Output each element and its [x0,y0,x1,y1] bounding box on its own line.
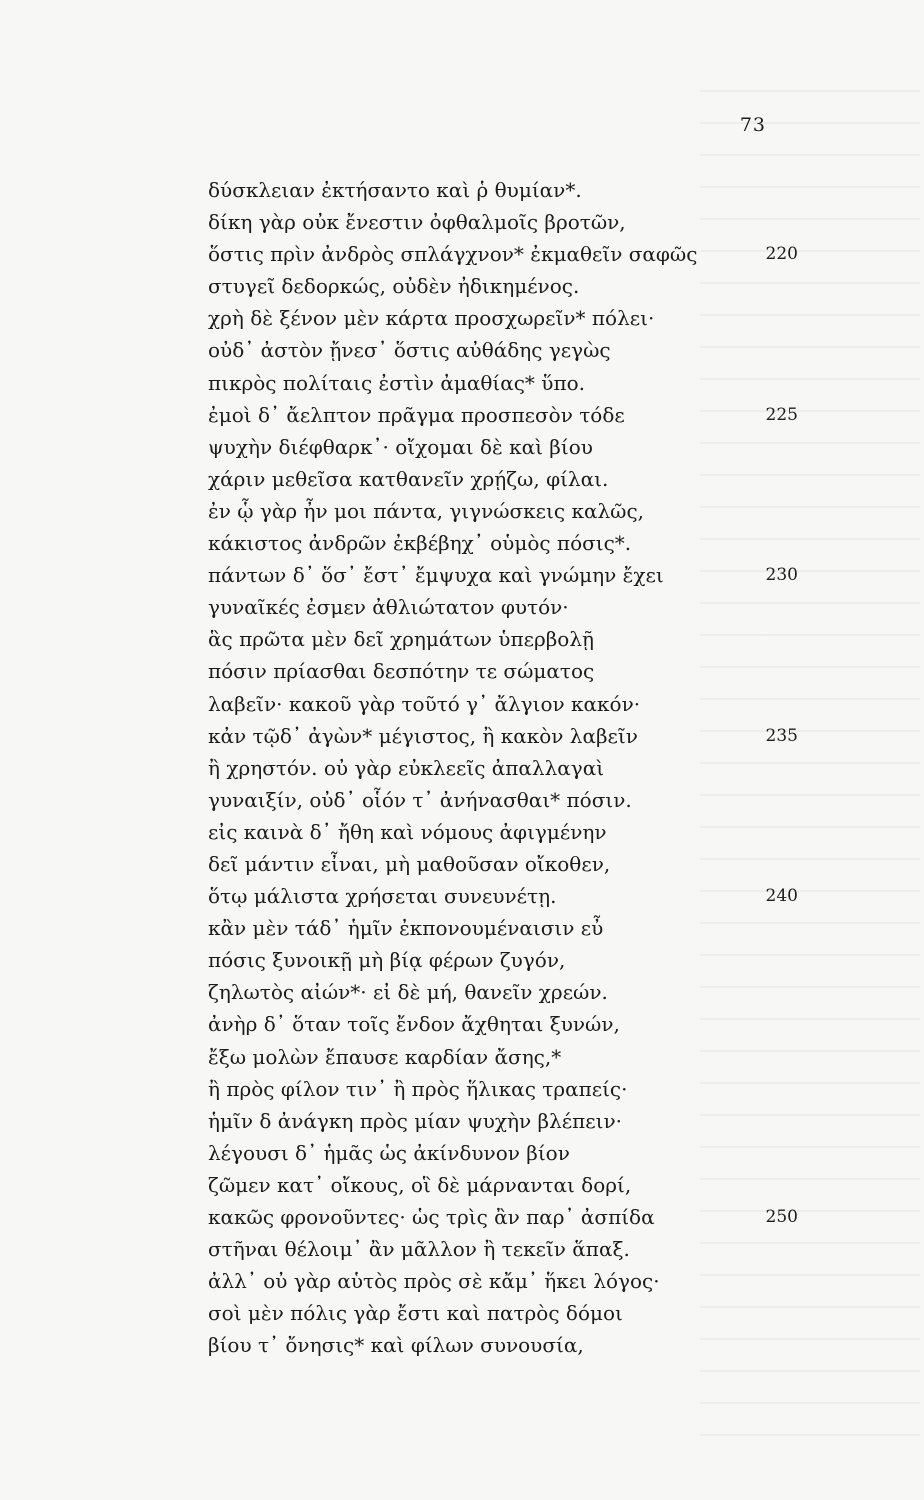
verse-line [208,431,818,463]
verse-text: στῆναι θέλοιμ᾽ ἂν μᾶλλον ἢ τεκεῖν ἅπαξ. [208,1237,630,1262]
verse-line [208,848,818,880]
verse-text: χρὴ δὲ ξένον μὲν κάρτα προσχωρεῖν* πόλει· [208,306,655,331]
verse-line [208,591,818,623]
verse-text: πόσιν πρίασθαι δεσπότην τε σώματος [208,659,595,684]
verse-line [208,752,818,784]
verse-line [208,912,818,944]
verse-line [208,1041,818,1073]
verse-text: κάκιστος ἀνδρῶν ἐκβέβηχ᾽ οὑμὸς πόσις*. [208,531,632,556]
verse-line [208,334,818,366]
verse-text: ἢ χρηστόν. οὐ γὰρ εὐκλεεῖς ἀπαλλαγαὶ [208,755,605,780]
verse-text: πάντων δ᾽ ὅσ᾽ ἔστ᾽ ἔμψυχα καὶ γνώμην ἔχει [208,563,664,588]
verse-text: ἐμοὶ δ᾽ ἄελπτον πρᾶγμα προσπεσὸν τόδε [208,402,625,427]
verse-text: ἐν ᾧ γὰρ ἦν μοι πάντα, γιγνώσκεις καλῶς, [208,498,644,523]
verse-line [208,1137,818,1169]
verse-text: ζηλωτὸς αἰών*· εἰ δὲ μή, θανεῖν χρεών. [208,980,608,1005]
verse-line [208,688,818,720]
verse-text: ζῶμεν κατ᾽ οἴκους, οἳ δὲ μάρνανται δορί, [208,1172,632,1197]
verse-text: χάριν μεθεῖσα κατθανεῖν χρῄζω, φίλαι. [208,466,609,491]
verse-line [208,655,818,687]
verse-line [208,1008,818,1040]
verse-text: ὅτῳ μάλιστα χρήσεται συνευνέτῃ. [208,884,557,909]
verse-line [208,816,818,848]
verse-text: δεῖ μάντιν εἶναι, μὴ μαθοῦσαν οἴκοθεν, [208,851,611,876]
page-number: 73 [739,114,766,136]
verse-line [208,559,818,591]
verse-line [208,367,818,399]
verse-line [208,784,818,816]
verse-text: ἀλλ᾽ οὐ γὰρ αὑτὸς πρὸς σὲ κἄμ᾽ ἥκει λόγος· [208,1269,660,1294]
verse-line [208,720,818,752]
verse-line [208,623,818,655]
line-number: 225 [765,404,798,425]
verse-line [208,270,818,302]
verse-text: εἰς καινὰ δ᾽ ἤθη καὶ νόμους ἀφιγμένην [208,819,607,844]
verse-line [208,302,818,334]
verse-text: δίκη γὰρ οὐκ ἔνεστιν ὀφθαλμοῖς βροτῶν, [208,210,626,235]
verse-line [208,976,818,1008]
verse-text: γυναῖκές ἐσμεν ἀθλιώτατον φυτόν· [208,595,569,620]
verse-text: στυγεῖ δεδορκώς, οὐδὲν ἠδικημένος. [208,274,580,299]
verse-line [208,880,818,912]
verse-text: ψυχὴν διέφθαρκ᾽· οἴχομαι δὲ καὶ βίου [208,434,593,459]
verse-line [208,206,818,238]
verse-line [208,1073,818,1105]
verse-line [208,1201,818,1233]
verse-text: σοὶ μὲν πόλις γὰρ ἔστι καὶ πατρὸς δόμοι [208,1301,623,1326]
verse-text: ἢ πρὸς φίλον τιν᾽ ἢ πρὸς ἥλικας τραπείς· [208,1076,628,1101]
verse-line [208,1105,818,1137]
verse-block [208,174,818,1361]
verse-line [208,527,818,559]
verse-text: λαβεῖν· κακοῦ γὰρ τοῦτό γ᾽ ἄλγιον κακόν· [208,691,641,716]
verse-text: δύσκλειαν ἐκτήσαντο καὶ ῥ θυμίαν*. [208,178,582,202]
line-number: 220 [765,244,798,265]
verse-line [208,1329,818,1361]
verse-text: οὐδ᾽ ἀστὸν ᾔνεσ᾽ ὅστις αὐθάδης γεγὼς [208,338,611,363]
verse-line [208,1265,818,1297]
verse-text: λέγουσι δ᾽ ἡμᾶς ὡς ἀκίνδυνον βίον [208,1140,570,1165]
verse-text: πόσις ξυνοικῇ μὴ βίᾳ φέρων ζυγόν, [208,948,566,973]
verse-line [208,495,818,527]
verse-text: ἡμῖν δ ἀνάγκη πρὸς μίαν ψυχὴν βλέπειν· [208,1108,622,1133]
line-number: 240 [765,886,798,907]
verse-text: κἀν τῷδ᾽ ἀγὼν* μέγιστος, ἢ κακὸν λαβεῖν [208,723,638,748]
verse-text: πικρὸς πολίταις ἐστὶν ἀμαθίας* ὕπο. [208,370,585,395]
verse-line [208,399,818,431]
verse-text: ἃς πρῶτα μὲν δεῖ χρημάτων ὑπερβολῇ [208,627,594,652]
verse-line [208,944,818,976]
line-number: 235 [765,725,798,746]
verse-line [208,463,818,495]
line-number: 230 [765,565,798,586]
verse-text: κἂν μὲν τάδ᾽ ἡμῖν ἐκπονουμέναισιν εὖ [208,916,604,941]
verse-text: κακῶς φρονοῦντες· ὡς τρὶς ἂν παρ᾽ ἀσπίδα [208,1205,655,1229]
verse-line [208,174,818,206]
verse-text: ὅστις πρὶν ἀνδρὸς σπλάγχνον* ἐκμαθεῖν σαφῶς [208,242,698,267]
verse-text: ἀνὴρ δ᾽ ὅταν τοῖς ἔνδον ἄχθηται ξυνών, [208,1012,620,1037]
verse-line [208,238,818,270]
verse-line [208,1297,818,1329]
line-number: 250 [765,1207,798,1227]
verse-text: γυναιξίν, οὐδ᾽ οἷόν τ᾽ ἀνήνασθαι* πόσιν. [208,787,632,812]
verse-line [208,1233,818,1265]
verse-text: ἔξω μολὼν ἔπαυσε καρδίαν ἄσης,* [208,1044,562,1069]
verse-line [208,1169,818,1201]
verse-text: βίου τ᾽ ὄνησις* καὶ φίλων συνουσία, [208,1333,584,1358]
